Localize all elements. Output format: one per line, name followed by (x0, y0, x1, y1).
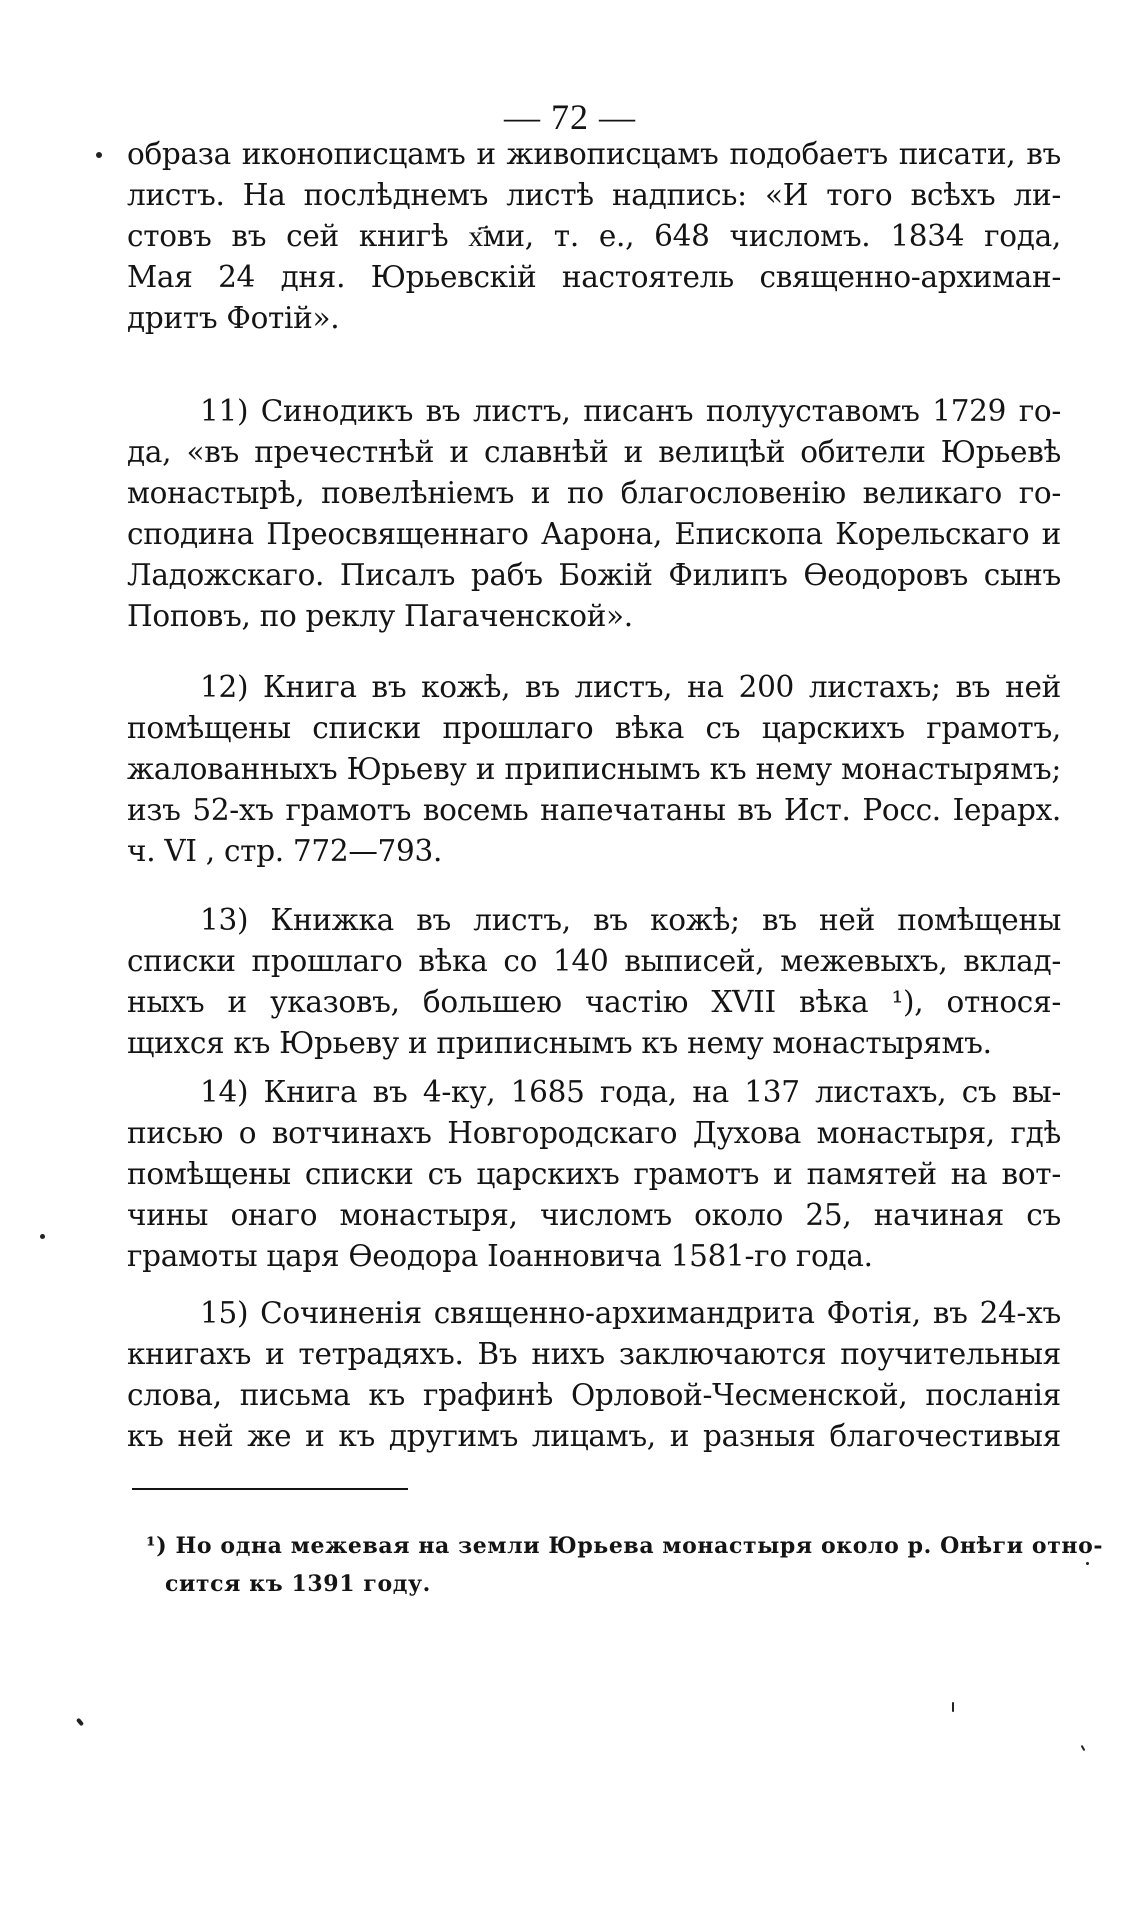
scan-speck (96, 152, 102, 158)
text-line: писью о вотчинахъ Новгородскаго Духова монастыря, гдѣ (127, 1116, 1061, 1150)
text-line: дритъ Фотій». (127, 301, 340, 335)
text-line: 12) Книга въ кожѣ, въ листъ, на 200 листахъ; въ ней (200, 670, 1061, 704)
text-line: ныхъ и указовъ, большею частію XVII вѣка ¹), относя- (127, 985, 1061, 1019)
text-line: слова, письма къ графинѣ Орловой-Чесменской, посланія (127, 1378, 1061, 1412)
text-line: листъ. На послѣднемъ листѣ надпись: «И того всѣхъ ли- (127, 178, 1061, 212)
text-line: къ ней же и къ другимъ лицамъ, и разныя благочестивыя (127, 1419, 1061, 1453)
text-line: образа иконописцамъ и живописцамъ подобаетъ писати, въ (127, 137, 1061, 171)
text-line: чины онаго монастыря, числомъ около 25, начиная съ (127, 1198, 1061, 1232)
text-line: Мая 24 дня. Юрьевскій настоятель священно-архиман- (127, 260, 1061, 294)
text-line: жалованныхъ Юрьеву и приписнымъ къ нему монастырямъ; (127, 752, 1061, 786)
footnote-rule (132, 1488, 408, 1490)
text-line: сподина Преосвященнаго Аарона, Епископа Корельскаго и (127, 517, 1061, 551)
scan-speck (952, 1702, 954, 1712)
scan-speck (1086, 1562, 1089, 1565)
text-line: списки прошлаго вѣка со 140 выписей, межевыхъ, вклад- (127, 944, 1061, 978)
scan-speck (1081, 1745, 1086, 1751)
scan-speck (40, 1234, 45, 1239)
text-line: грамоты царя Ѳеодора Іоанновича 1581-го года. (127, 1239, 873, 1273)
text-line: 15) Сочиненія священно-архимандрита Фотія, въ 24-хъ (200, 1296, 1061, 1330)
text-line: ч. VI , стр. 772—793. (127, 834, 443, 868)
text-line: помѣщены списки прошлаго вѣка съ царскихъ грамотъ, (127, 711, 1061, 745)
text-line: стовъ въ сей книгѣ х҃ми, т. е., 648 числомъ. 1834 года, (127, 219, 1061, 253)
text-line: изъ 52-хъ грамотъ восемь напечатаны въ Ист. Росс. Іерарх. (127, 793, 1061, 827)
footnote-line: ¹) Но одна межевая на земли Юрьева монастыря около р. Онѣги отно- (146, 1533, 1104, 1559)
text-line: Ладожскаго. Писалъ рабъ Божій Филипъ Ѳеодоровъ сынъ (127, 558, 1061, 592)
page-number: — 72 — (504, 97, 636, 137)
text-line: книгахъ и тетрадяхъ. Въ нихъ заключаются поучительныя (127, 1337, 1061, 1371)
scan-speck (76, 1718, 84, 1727)
text-line: Поповъ, по реклу Пагаченской». (127, 599, 633, 633)
footnote-line: сится къ 1391 году. (165, 1571, 431, 1597)
text-line: 14) Книга въ 4-ку, 1685 года, на 137 листахъ, съ вы- (200, 1075, 1061, 1109)
text-line: 11) Синодикъ въ листъ, писанъ полууставомъ 1729 го- (200, 394, 1061, 428)
text-line: щихся къ Юрьеву и приписнымъ къ нему монастырямъ. (127, 1026, 992, 1060)
text-line: монастырѣ, повелѣніемъ и по благословенію великаго го- (127, 476, 1061, 510)
text-line: 13) Книжка въ листъ, въ кожѣ; въ ней помѣщены (200, 903, 1061, 937)
text-line: да, «въ пречестнѣй и славнѣй и велицѣй обители Юрьевѣ (127, 435, 1061, 469)
text-line: помѣщены списки съ царскихъ грамотъ и памятей на вот- (127, 1157, 1061, 1191)
